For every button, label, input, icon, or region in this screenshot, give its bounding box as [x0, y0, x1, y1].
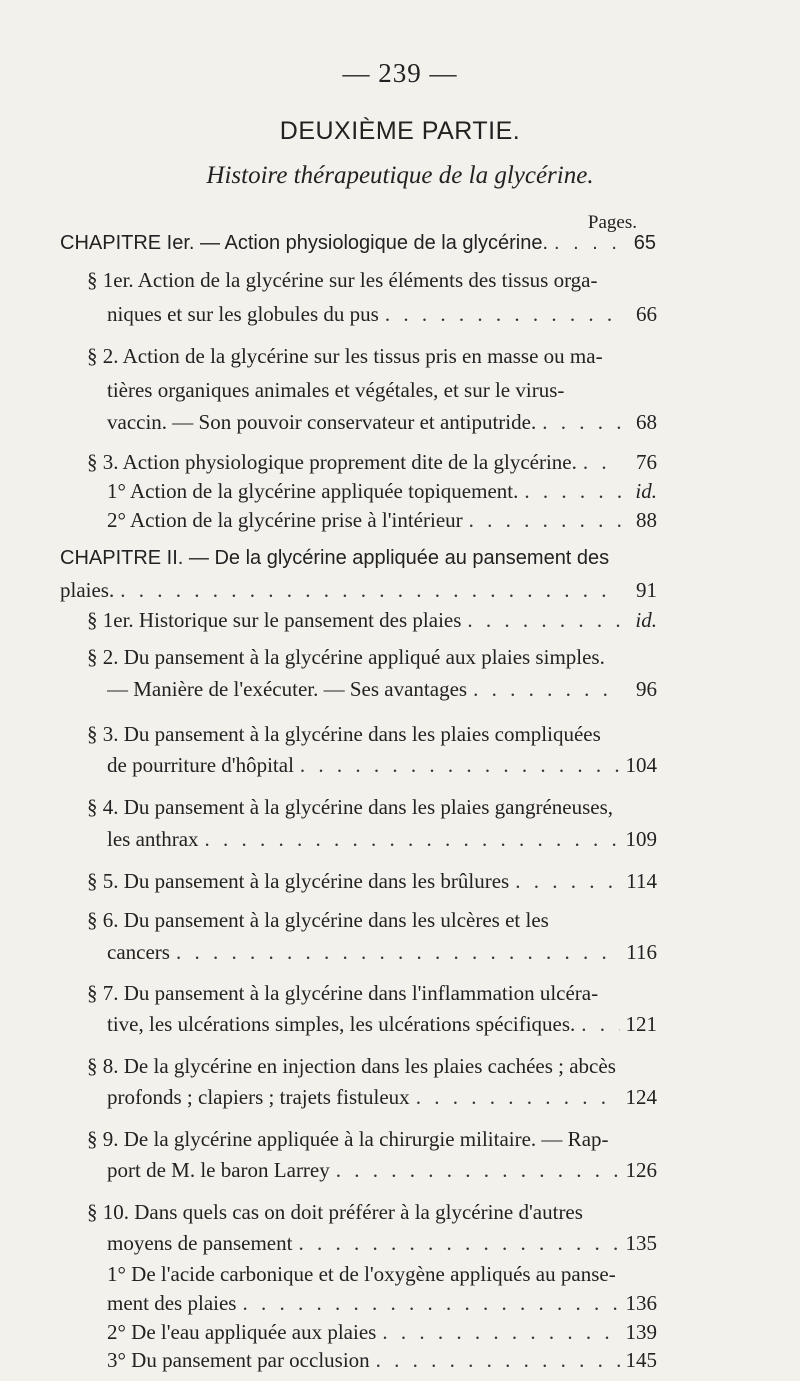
toc-entry: moyens de pansement . . . 135 [107, 1231, 657, 1259]
toc-page-number: 104 [625, 753, 657, 777]
toc-page-number: 76 [636, 450, 657, 474]
toc-entry: § 9. De la glycérine appliquée à la chirurgie militaire. — Rap- [87, 1127, 609, 1151]
toc-entry: port de M. le baron Larrey . . . 126 [107, 1158, 657, 1186]
toc-entry: vaccin. — Son pouvoir conservateur et antiputride. . . . 68 [107, 410, 657, 438]
toc-entry: tive, les ulcérations simples, les ulcérations spécifiques. . . . 121 [107, 1012, 657, 1040]
toc-entry: profonds ; clapiers ; trajets fistuleux . . . 124 [107, 1085, 657, 1113]
toc-entry: § 1er. Action de la glycérine sur les éléments des tissus orga- [87, 268, 598, 292]
toc-page-number: 116 [626, 940, 657, 964]
toc-entry: CHAPITRE Ier. — Action physiologique de la glycérine. . . . 65 [60, 232, 656, 260]
toc-page-number: 96 [636, 677, 657, 701]
toc-entry: § 3. Action physiologique proprement dite de la glycérine. . . . 76 [87, 450, 657, 478]
toc-page-number: 136 [625, 1291, 657, 1315]
toc-entry: § 8. De la glycérine en injection dans les plaies cachées ; abcès [87, 1054, 616, 1078]
toc-page-number: 126 [625, 1158, 657, 1182]
toc-entry: 1° De l'acide carbonique et de l'oxygène appliqués au panse- [107, 1262, 616, 1286]
toc-entry: plaies. . . . 91 [60, 578, 657, 606]
toc-entry: § 2. Action de la glycérine sur les tissus pris en masse ou ma- [87, 344, 603, 368]
toc-entry: CHAPITRE II. — De la glycérine appliquée au pansement des [60, 547, 610, 569]
toc-page-number: 109 [625, 827, 657, 851]
toc-page-number: 68 [636, 410, 657, 434]
toc-entry: ment des plaies . . . 136 [107, 1291, 657, 1319]
toc-entry: tières organiques animales et végétales, et sur le virus- [107, 378, 565, 402]
toc-entry: § 5. Du pansement à la glycérine dans les brûlures . . . 114 [87, 869, 657, 897]
toc-entry: niques et sur les globules du pus . . . 66 [107, 302, 657, 330]
pages-column-label: Pages. [587, 212, 637, 233]
page-number: — 239 — [342, 58, 458, 88]
toc-page-number: 135 [625, 1231, 657, 1255]
toc-entry: — Manière de l'exécuter. — Ses avantages . . . 96 [107, 677, 657, 705]
toc-entry: § 7. Du pansement à la glycérine dans l'inflammation ulcéra- [87, 981, 599, 1005]
toc-page-number: 66 [636, 302, 657, 326]
toc-page-number: 145 [625, 1348, 657, 1372]
toc-entry: § 2. Du pansement à la glycérine appliqué aux plaies simples. [87, 645, 605, 669]
toc-entry: 3° Du pansement par occlusion . . . 145 [107, 1348, 657, 1376]
part-title: DEUXIÈME PARTIE. [279, 117, 521, 145]
toc-entry: § 1er. Historique sur le pansement des plaies . . . id. [87, 608, 657, 636]
toc-entry: § 6. Du pansement à la glycérine dans les ulcères et les [87, 908, 549, 932]
toc-page-number: 114 [626, 869, 657, 893]
toc-entry: 2° Action de la glycérine prise à l'intérieur . . . 88 [107, 508, 657, 536]
toc-entry: § 4. Du pansement à la glycérine dans les plaies gangréneuses, [87, 795, 613, 819]
toc-page-number: 124 [625, 1085, 657, 1109]
toc-entry: de pourriture d'hôpital . . . 104 [107, 753, 657, 781]
toc-entry: § 10. Dans quels cas on doit préférer à la glycérine d'autres [87, 1200, 583, 1224]
part-subtitle: Histoire thérapeutique de la glycérine. [206, 162, 594, 189]
toc-page-number: id. [635, 608, 657, 632]
toc-entry: § 3. Du pansement à la glycérine dans les plaies compliquées [87, 722, 601, 746]
toc-entry: les anthrax . . . 109 [107, 827, 657, 855]
toc-page-number: id. [635, 479, 657, 503]
toc-entry: 2° De l'eau appliquée aux plaies . . . 139 [107, 1320, 657, 1348]
toc-page-number: 88 [636, 508, 657, 532]
toc-page-number: 65 [633, 232, 656, 254]
toc-entry: 1° Action de la glycérine appliquée topiquement. . . . id. [107, 479, 657, 507]
toc-page-number: 91 [636, 578, 657, 602]
toc-page-number: 121 [625, 1012, 657, 1036]
toc-page-number: 139 [625, 1320, 657, 1344]
toc-entry: cancers . . . 116 [107, 940, 657, 968]
